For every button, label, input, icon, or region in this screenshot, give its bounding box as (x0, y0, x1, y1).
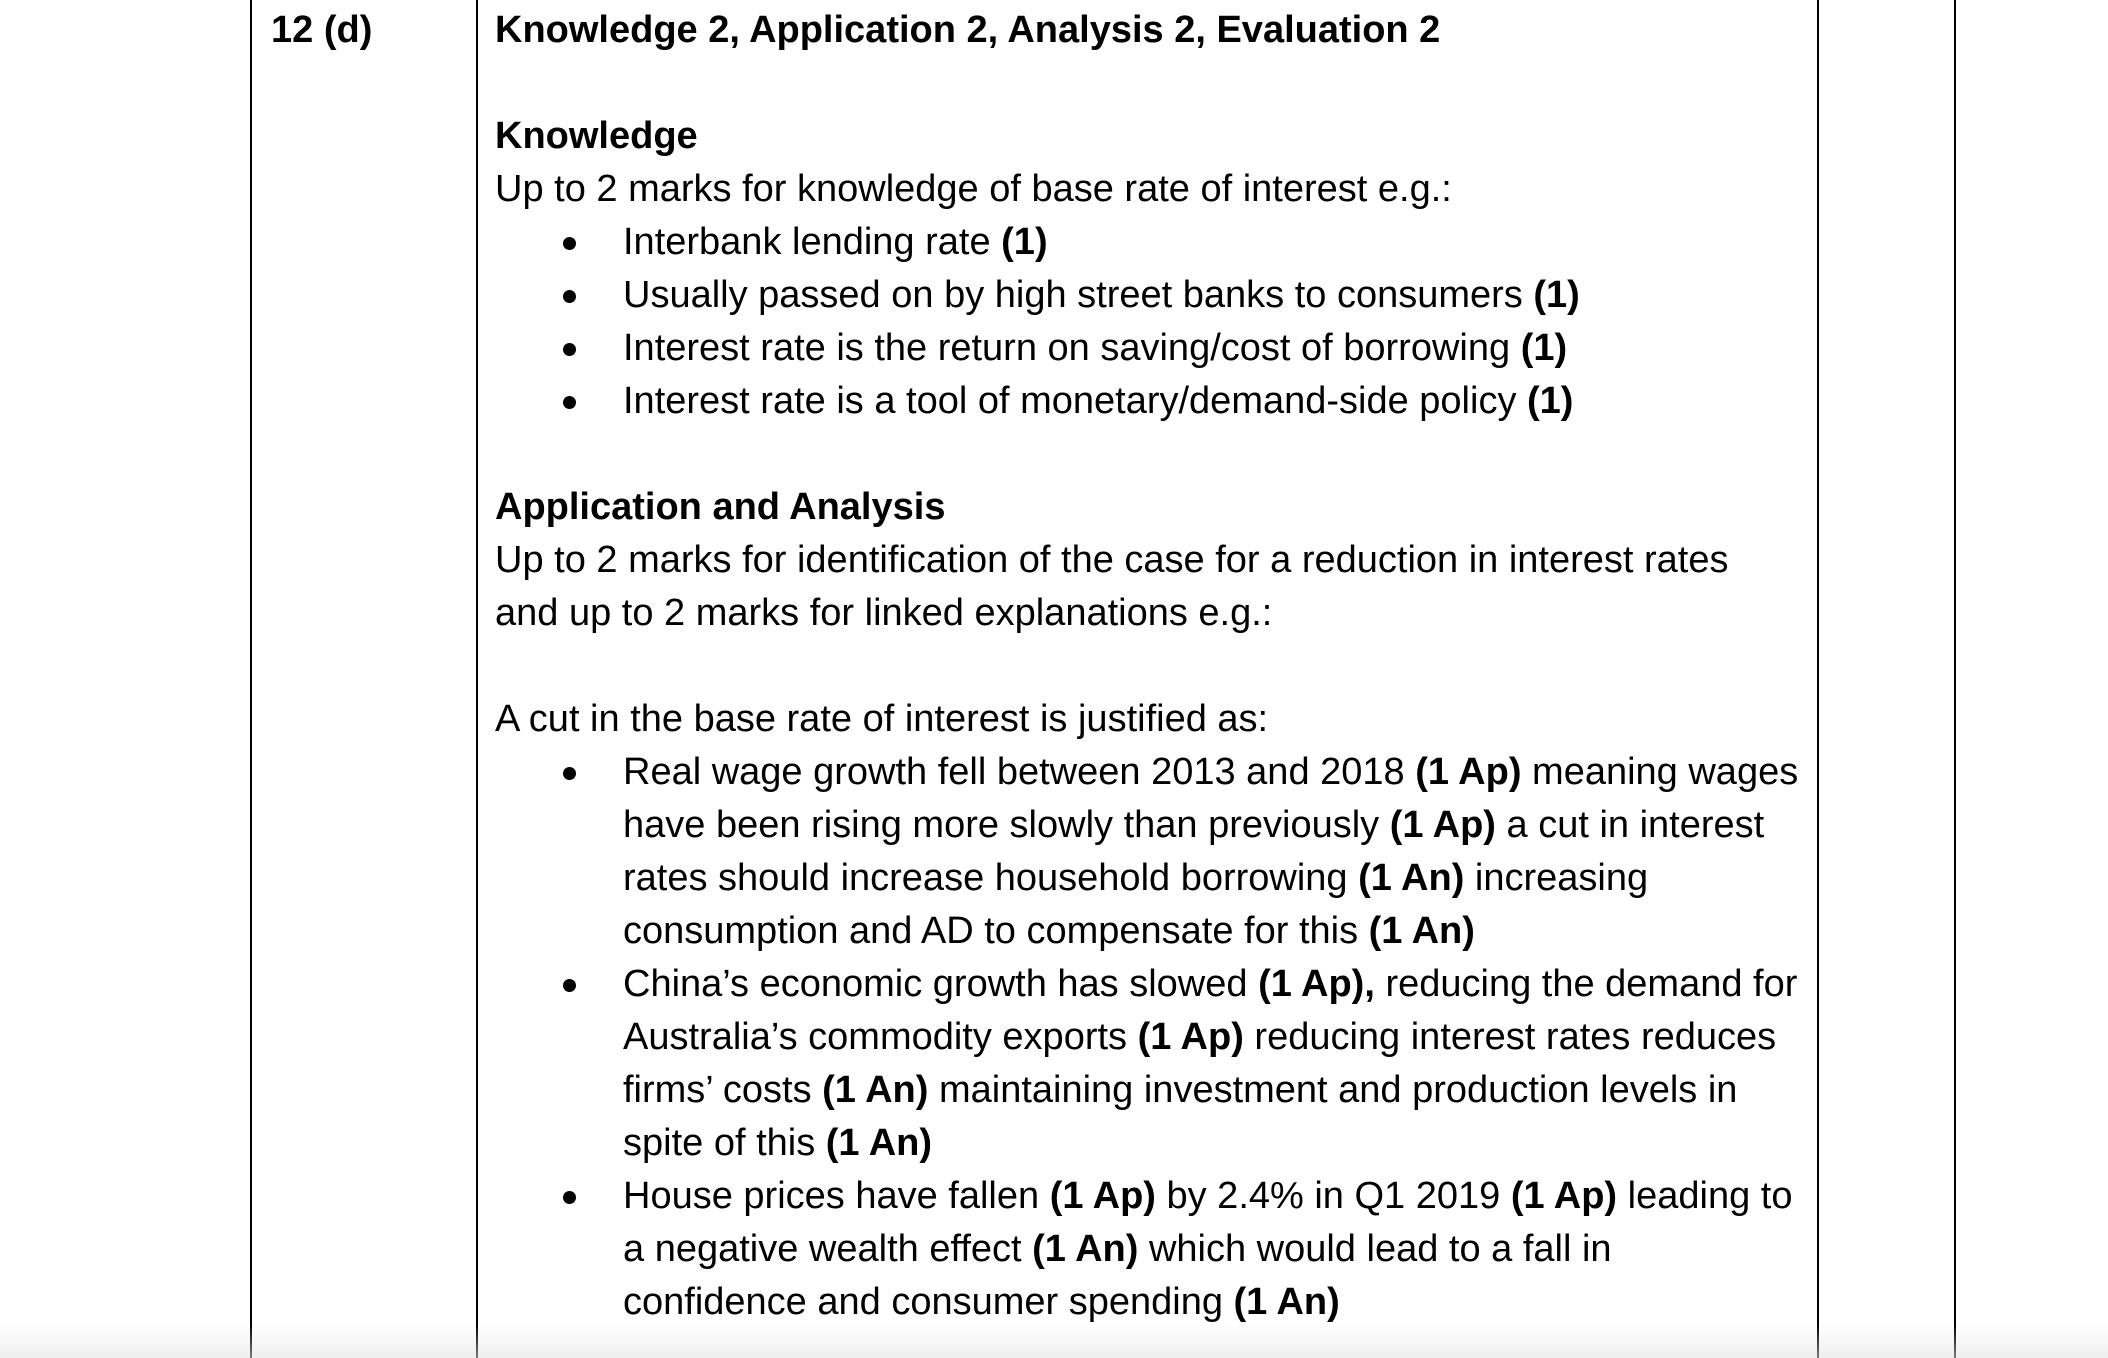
list-item-text: reducing the demand for Australia’s commodity exports (623, 963, 1798, 1058)
list-item-text: Real wage growth fell between 2013 and 2018 (623, 751, 1416, 793)
mark-label: (1 An) (822, 1069, 929, 1111)
bullet-icon (563, 343, 576, 356)
bullet-icon (563, 979, 576, 992)
mark-label: (1 An) (1358, 857, 1465, 899)
list-item-text: increasing consumption and AD to compensate for this (623, 857, 1649, 952)
list-item (495, 269, 1800, 322)
table-border-right (1954, 0, 1956, 1358)
mark-allocation-heading: Knowledge 2, Application 2, Analysis 2, Evaluation 2 (495, 9, 1441, 51)
bullet-icon (563, 767, 576, 780)
mark-label: (1) (1533, 274, 1580, 316)
table-border-content-right (1817, 0, 1819, 1358)
list-item-text: reducing interest rates reduces firms’ costs (623, 1016, 1777, 1111)
table-border-left (250, 0, 252, 1358)
bullet-icon (563, 396, 576, 409)
list-item-text: House prices have fallen (623, 1175, 1050, 1217)
list-item-text: which would lead to a fall in confidence and consumer spending (623, 1228, 1612, 1323)
list-item (495, 375, 1800, 428)
mark-label: (1 Ap) (1389, 804, 1496, 846)
application-intro: Up to 2 marks for identification of the case for a reduction in interest rates and up to 2 marks for linked explanations e.g.: (495, 539, 1729, 634)
list-item-text: Interest rate is the return on saving/cost of borrowing (623, 327, 1521, 369)
mark-label: (1 An) (1233, 1281, 1340, 1323)
list-item-text: Interest rate is a tool of monetary/demand-side policy (623, 380, 1528, 422)
spacer (495, 57, 1800, 110)
spacer (495, 428, 1800, 481)
list-item (495, 216, 1800, 269)
application-analysis-heading: Application and Analysis (495, 486, 946, 528)
mark-label: (1 Ap) (1049, 1175, 1156, 1217)
mark-label: (1 Ap) (1415, 751, 1522, 793)
list-item (495, 1170, 1800, 1329)
list-item-text: meaning wages have been rising more slowly than previously (623, 751, 1799, 846)
list-item (495, 958, 1800, 1170)
mark-label: (1 Ap), (1258, 963, 1375, 1005)
list-item-text: Interbank lending rate (623, 221, 1002, 263)
list-item (495, 322, 1800, 375)
list-item-text: a cut in interest rates should increase household borrowing (623, 804, 1765, 899)
list-item (495, 746, 1800, 958)
list-item-text: leading to a negative wealth effect (623, 1175, 1793, 1270)
list-item-text: by 2.4% in Q1 2019 (1155, 1175, 1511, 1217)
mark-label: (1 An) (1368, 910, 1475, 952)
bullet-icon (563, 290, 576, 303)
question-number: 12 (d) (271, 9, 373, 51)
mark-label: (1) (1520, 327, 1568, 369)
spacer (495, 640, 1800, 693)
knowledge-intro: Up to 2 marks for knowledge of base rate of interest e.g.: (495, 168, 1452, 210)
list-item-text: Usually passed on by high street banks to consumers (623, 274, 1534, 316)
list-item-text: China’s economic growth has slowed (623, 963, 1259, 1005)
list-item-text: maintaining investment and production levels in spite of this (623, 1069, 1738, 1164)
knowledge-list (495, 216, 1800, 428)
application-lead: A cut in the base rate of interest is justified as: (495, 698, 1269, 740)
mark-label: (1) (1001, 221, 1048, 263)
mark-label: (1 Ap) (1510, 1175, 1618, 1217)
knowledge-heading: Knowledge (495, 115, 698, 157)
mark-scheme-content (495, 4, 1800, 1329)
application-list (495, 746, 1800, 1329)
bullet-icon (563, 237, 576, 250)
mark-label: (1) (1527, 380, 1574, 422)
bullet-icon (563, 1191, 576, 1204)
mark-label: (1 An) (1032, 1228, 1139, 1270)
mark-label: (1 Ap) (1137, 1016, 1244, 1058)
page-bottom-shadow (0, 1324, 2108, 1358)
table-border-question-column (476, 0, 478, 1358)
mark-label: (1 An) (825, 1122, 933, 1164)
